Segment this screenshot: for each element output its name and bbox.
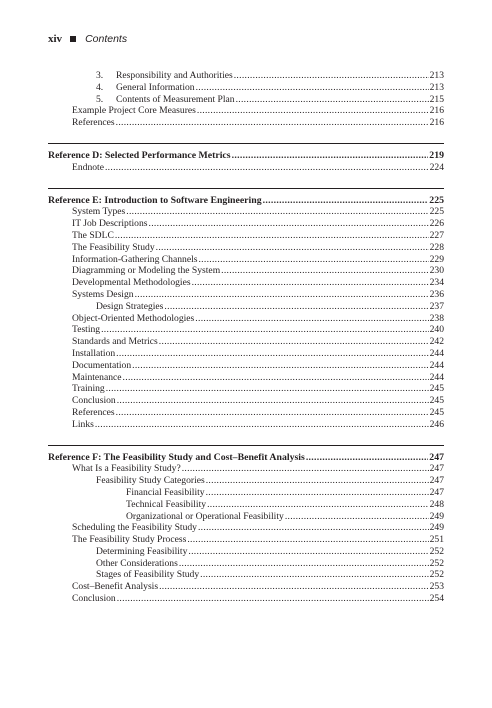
toc-entry[interactable] (48, 463, 444, 475)
toc-entry[interactable] (48, 546, 444, 558)
dot-leader (159, 581, 429, 593)
toc-entry-title: Other Considerations (96, 557, 178, 569)
toc-section-entry[interactable] (48, 195, 444, 207)
table-of-contents (48, 70, 444, 605)
toc-entry-title: Information-Gathering Channels (72, 253, 198, 265)
toc-entry-page: 247 (429, 486, 444, 498)
section-gap (48, 174, 444, 185)
toc-entry[interactable] (48, 593, 444, 605)
dot-leader (232, 150, 429, 162)
toc-entry-title: Example Project Core Measures (72, 105, 196, 117)
dot-leader (123, 372, 429, 384)
dot-leader (182, 463, 429, 475)
dot-leader (192, 277, 429, 289)
toc-entry-page: 213 (429, 70, 444, 81)
dot-leader (234, 70, 429, 82)
toc-entry-page: 219 (429, 149, 444, 161)
dot-leader (156, 242, 429, 254)
toc-entry[interactable] (48, 419, 444, 431)
toc-entry-title: Scheduling the Feasibility Study (72, 522, 197, 534)
toc-entry-title: Organizational or Operational Feasibility (126, 510, 284, 522)
toc-entry-title: Diagramming or Modeling the System (72, 265, 221, 277)
toc-entry-title: Conclusion (72, 395, 116, 407)
toc-entry[interactable] (48, 534, 444, 546)
toc-entry-page: 240 (429, 324, 444, 336)
toc-entry-page: 225 (429, 194, 444, 206)
toc-entry-page: 238 (429, 312, 444, 324)
toc-entry[interactable] (48, 301, 444, 313)
dot-leader (285, 511, 429, 523)
toc-entry[interactable] (48, 265, 444, 277)
toc-entry-page: 236 (429, 288, 444, 300)
toc-entry-page: 225 (429, 206, 444, 218)
toc-entry-title: General Information (116, 81, 195, 93)
toc-entry[interactable] (48, 558, 444, 570)
dot-leader (188, 546, 428, 558)
toc-entry[interactable] (48, 395, 444, 407)
toc-entry-page: 244 (429, 347, 444, 359)
dot-leader (116, 348, 428, 360)
toc-entry-title: Design Strategies (96, 300, 164, 312)
toc-entry-page: 254 (429, 593, 444, 605)
dot-leader (263, 195, 429, 207)
toc-entry[interactable] (48, 218, 444, 230)
toc-entry[interactable] (48, 407, 444, 419)
toc-entry[interactable] (48, 360, 444, 372)
toc-entry[interactable] (48, 372, 444, 384)
dot-leader (197, 105, 429, 117)
dot-leader (198, 254, 428, 266)
toc-entry-page: 248 (429, 498, 444, 510)
toc-entry-page: 226 (429, 218, 444, 230)
toc-entry-page: 215 (429, 93, 444, 105)
dot-leader (95, 419, 429, 431)
toc-entry-page: 230 (429, 265, 444, 277)
toc-entry[interactable] (48, 522, 444, 534)
toc-entry-title: Reference E: Introduction to Software Engineering (48, 194, 262, 206)
dot-leader (200, 569, 428, 581)
toc-entry-title: Documentation (72, 359, 132, 371)
toc-entry-title: Training (72, 383, 105, 395)
dot-leader (126, 206, 428, 218)
toc-entry-title: Responsibility and Authorities (116, 70, 233, 81)
toc-entry-page: 216 (429, 117, 444, 129)
toc-entry-page: 252 (429, 569, 444, 581)
toc-entry-number: 3. (96, 70, 104, 81)
toc-entry-page: 228 (429, 241, 444, 253)
dot-leader (206, 475, 429, 487)
toc-entry-title: Cost–Benefit Analysis (72, 581, 159, 593)
toc-entry[interactable] (48, 289, 444, 301)
toc-entry-page: 252 (429, 557, 444, 569)
toc-entry-page: 244 (429, 371, 444, 383)
toc-entry-title: What Is a Feasibility Study? (72, 463, 181, 475)
dot-leader (149, 218, 429, 230)
dot-leader (196, 82, 429, 94)
dot-leader (132, 360, 428, 372)
toc-entry-title: Feasibility Study Categories (96, 475, 205, 487)
header-title: Contents (85, 33, 128, 45)
toc-entry-page: 245 (429, 395, 444, 407)
dot-leader (135, 289, 429, 301)
toc-entry-page: 245 (429, 406, 444, 418)
toc-entry-title: Reference D: Selected Performance Metrics (48, 149, 231, 161)
toc-entry-page: 242 (429, 336, 444, 348)
header-page-number: xiv (48, 33, 63, 45)
section-gap (48, 129, 444, 140)
toc-entry-page: 247 (429, 463, 444, 475)
toc-entry[interactable] (48, 348, 444, 360)
toc-entry-title: The Feasibility Study Process (72, 534, 187, 546)
toc-entry-page: 249 (429, 510, 444, 522)
toc-entry-title: Installation (72, 347, 116, 359)
toc-entry-title: Links (72, 418, 94, 430)
toc-entry-page: 252 (429, 545, 444, 557)
toc-entry[interactable] (48, 254, 444, 266)
toc-entry-page: 234 (429, 277, 444, 289)
dot-leader (115, 230, 429, 242)
running-header (48, 33, 127, 45)
dot-leader (101, 324, 429, 336)
toc-entry[interactable] (48, 206, 444, 218)
toc-entry[interactable] (48, 70, 444, 82)
toc-entry[interactable] (48, 117, 444, 129)
toc-entry[interactable] (48, 383, 444, 395)
toc-entry[interactable] (48, 277, 444, 289)
toc-entry-title: Determining Feasibility (96, 545, 188, 557)
dot-leader (198, 522, 429, 534)
toc-entry-page: 237 (429, 300, 444, 312)
toc-entry-page: 245 (429, 383, 444, 395)
toc-entry-page: 249 (429, 522, 444, 534)
toc-entry-title: References (72, 406, 115, 418)
square-bullet-icon (70, 36, 76, 42)
section-gap (48, 431, 444, 442)
toc-entry-title: Object-Oriented Methodologies (72, 312, 195, 324)
toc-section-entry[interactable] (48, 150, 444, 162)
toc-entry[interactable] (48, 511, 444, 523)
toc-entry[interactable] (48, 242, 444, 254)
section-divider (48, 143, 444, 144)
toc-entry-page: 216 (429, 105, 444, 117)
toc-entry-title: Developmental Methodologies (72, 277, 191, 289)
toc-entry-page: 213 (429, 81, 444, 93)
section-divider (48, 188, 444, 189)
toc-entry[interactable] (48, 94, 444, 106)
dot-leader (236, 94, 429, 106)
toc-entry[interactable] (48, 487, 444, 499)
toc-entry-number: 5. (96, 93, 104, 105)
toc-entry-title: Conclusion (72, 593, 116, 605)
toc-entry-title: Stages of Feasibility Study (96, 569, 200, 581)
toc-entry[interactable] (48, 569, 444, 581)
toc-entry-title: Standards and Metrics (72, 336, 158, 348)
toc-entry-title: Reference F: The Feasibility Study and Cost–Benefit Analysis (48, 451, 305, 463)
toc-entry-title: Contents of Measurement Plan (116, 93, 235, 105)
toc-entry-title: System Types (72, 206, 126, 218)
dot-leader (195, 313, 428, 325)
dot-leader (187, 534, 428, 546)
toc-entry-title: Technical Feasibility (126, 498, 207, 510)
dot-leader (116, 117, 429, 129)
toc-entry-title: IT Job Descriptions (72, 218, 148, 230)
toc-entry[interactable] (48, 499, 444, 511)
toc-entry-page: 247 (429, 451, 444, 463)
toc-entry[interactable] (48, 230, 444, 242)
toc-entry[interactable] (48, 336, 444, 348)
toc-entry-title: The Feasibility Study (72, 241, 155, 253)
toc-entry-page: 247 (429, 475, 444, 487)
toc-entry-page: 224 (429, 161, 444, 173)
toc-entry-title: References (72, 117, 115, 129)
toc-entry-page: 253 (429, 581, 444, 593)
toc-entry-page: 246 (429, 418, 444, 430)
toc-entry[interactable] (48, 581, 444, 593)
toc-entry[interactable] (48, 162, 444, 174)
dot-leader (117, 395, 429, 407)
toc-entry-title: Financial Feasibility (126, 486, 205, 498)
toc-entry-title: Maintenance (72, 371, 122, 383)
toc-entry[interactable] (48, 324, 444, 336)
toc-section-entry[interactable] (48, 452, 444, 464)
dot-leader (105, 162, 429, 174)
dot-leader (106, 383, 429, 395)
dot-leader (116, 407, 429, 419)
toc-entry-page: 229 (429, 253, 444, 265)
toc-entry-page: 251 (429, 534, 444, 546)
toc-entry-number: 4. (96, 81, 104, 93)
toc-entry-page: 227 (429, 229, 444, 241)
dot-leader (207, 499, 429, 511)
toc-entry[interactable] (48, 475, 444, 487)
section-divider (48, 445, 444, 446)
dot-leader (117, 593, 429, 605)
toc-entry-title: Testing (72, 324, 101, 336)
dot-leader (164, 301, 428, 313)
toc-entry[interactable] (48, 105, 444, 117)
dot-leader (159, 336, 429, 348)
toc-entry-page: 244 (429, 359, 444, 371)
dot-leader (221, 265, 428, 277)
dot-leader (206, 487, 429, 499)
toc-entry-title: Systems Design (72, 288, 134, 300)
toc-entry-title: The SDLC (72, 229, 114, 241)
toc-entry-title: Endnote (72, 161, 104, 173)
dot-leader (179, 558, 429, 570)
toc-entry[interactable] (48, 82, 444, 94)
dot-leader (306, 452, 428, 464)
toc-entry[interactable] (48, 313, 444, 325)
